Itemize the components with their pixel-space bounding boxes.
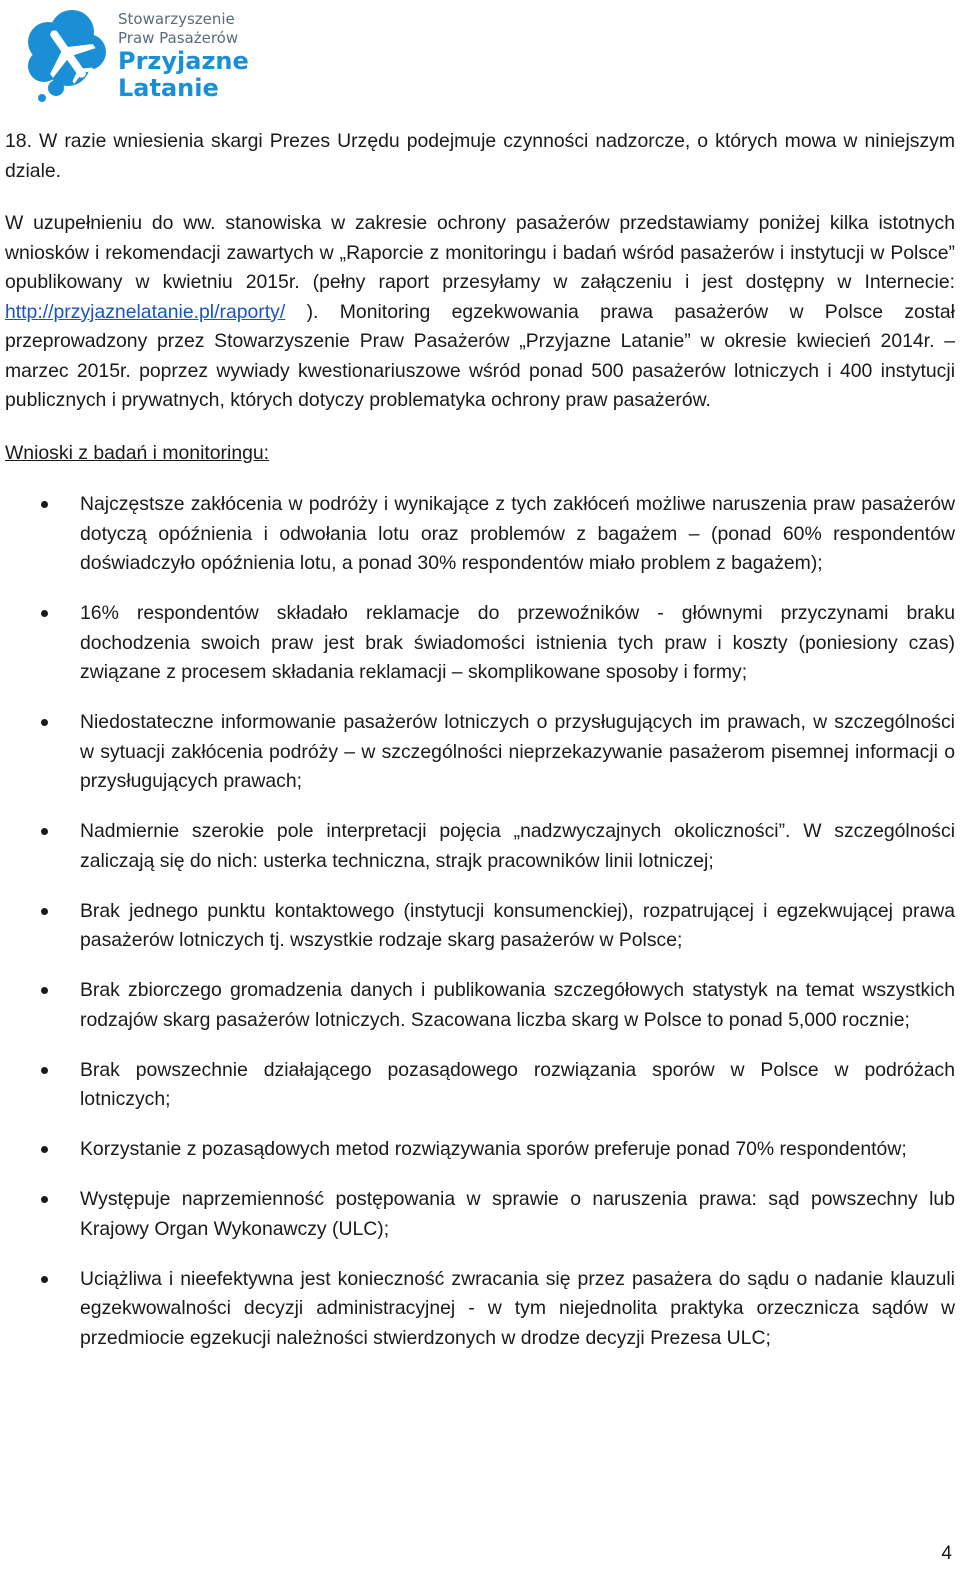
list-item	[5, 1265, 955, 1354]
report-link[interactable]: http://przyjaznelatanie.pl/raporty/	[5, 300, 286, 323]
findings-list	[5, 490, 955, 1353]
organization-logo	[22, 6, 252, 110]
intro-text-before-link: W uzupełnieniu do ww. stanowiska w zakresie ochrony pasażerów przedstawiamy poniżej kilka istotnych wniosków i rekomendacji zawartych w „Raporcie z monitoringu i badań wśród pasażerów i instytucji w Polsce” opublikowany w kwietniu 2015r. (pełny raport przesyłamy w załączeniu i jest dostępny w Internecie:	[5, 212, 955, 293]
list-item	[5, 599, 955, 688]
bullet-icon	[41, 908, 48, 915]
list-item	[5, 1135, 955, 1165]
logo-line-2: Praw Pasażerów	[118, 29, 239, 47]
paragraph-18: 18. W razie wniesienia skargi Prezes Urzędu podejmuje czynności nadzorcze, o których mowa w niniejszym dziale.	[5, 130, 955, 182]
list-item-text: Nadmiernie szerokie pole interpretacji pojęcia „nadzwyczajnych okoliczności”. W szczególności zaliczają się do nich: usterka techniczna, strajk pracowników linii lotniczej;	[80, 820, 955, 872]
list-item-text: Najczęstsze zakłócenia w podróży i wynikające z tych zakłóceń możliwe naruszenia praw pasażerów dotyczą opóźnienia i odwołania lotu oraz problemów z bagażem – (ponad 60% respondentów doświadczyło opóźnienia lotu, a ponad 30% respondentów miało problem z bagażem);	[80, 493, 955, 574]
logo-text	[118, 10, 249, 102]
logo-line-4: Latanie	[118, 74, 219, 102]
list-item	[5, 708, 955, 797]
list-item-text: Brak powszechnie działającego pozasądowego rozwiązania sporów w Polsce w podróżach lotniczych;	[80, 1058, 955, 1110]
list-item	[5, 897, 955, 956]
intro-paragraph	[5, 209, 955, 416]
list-item	[5, 490, 955, 579]
findings-heading: Wnioski z badań i monitoringu:	[5, 441, 270, 464]
bullet-icon	[41, 1146, 48, 1153]
airplane-cloud-logo-icon	[22, 8, 112, 104]
list-item-text: Niedostateczne informowanie pasażerów lotniczych o przysługujących im prawach, w szczególności w sytuacji zakłócenia podróży – w szczególności nieprzekazywanie pasażerom pisemnej informacji o przysługujących prawach;	[80, 711, 955, 792]
bullet-icon	[41, 610, 48, 617]
list-item-text: Uciążliwa i nieefektywna jest konieczność zwracania się przez pasażera do sądu o nadanie klauzuli egzekwowalności decyzji administracyjnej - w tym niejednolita praktyka orzecznicza sądów w przedmiocie egzekucji należności stwierdzonych w drodze decyzji Prezesa ULC;	[80, 1267, 955, 1349]
list-item	[5, 976, 955, 1035]
list-item-text: Brak jednego punktu kontaktowego (instytucji konsumenckiej), rozpatrującej i egzekwującej prawa pasażerów lotniczych tj. wszystkie rodzaje skarg pasażerów w Polsce;	[80, 899, 955, 951]
bullet-icon	[41, 1196, 48, 1203]
bullet-icon	[41, 987, 48, 994]
logo-line-3: Przyjazne	[118, 47, 249, 75]
bullet-icon	[41, 501, 48, 508]
bullet-icon	[41, 719, 48, 726]
list-item-text: Korzystanie z pozasądowych metod rozwiązywania sporów preferuje ponad 70% respondentów;	[80, 1138, 907, 1160]
bullet-icon	[41, 1067, 48, 1074]
list-item	[5, 1185, 955, 1244]
list-item-text: 16% respondentów składało reklamacje do przewoźników - głównymi przyczynami braku dochodzenia swoich praw jest brak świadomości istnienia tych praw i koszty (poniesiony czas) związane z procesem składania reklamacji – skomplikowane sposoby i formy;	[80, 602, 955, 683]
list-item-text: Występuje naprzemienność postępowania w sprawie o naruszenia prawa: sąd powszechny lub Krajowy Organ Wykonawczy (ULC);	[80, 1188, 955, 1240]
bullet-icon	[41, 828, 48, 835]
bullet-icon	[41, 1276, 48, 1283]
logo-line-1: Stowarzyszenie	[118, 10, 235, 28]
page-number: 4	[941, 1543, 952, 1564]
document-body	[5, 127, 955, 1374]
list-item	[5, 1056, 955, 1115]
list-item-text: Brak zbiorczego gromadzenia danych i publikowania szczegółowych statystyk na temat wszystkich rodzajów skarg pasażerów lotniczych. Szacowana liczba skarg w Polsce to ponad 5,000 rocznie;	[80, 979, 955, 1031]
list-item	[5, 817, 955, 876]
intro-text-after-link: ). Monitoring egzekwowania prawa pasażerów w Polsce został przeprowadzony przez Stowarzyszenie Praw Pasażerów „Przyjazne Latanie” w okresie kwiecień 2014r. – marzec 2015r. poprzez wywiady kwestionariuszowe wśród ponad 500 pasażerów lotniczych i 400 instytucji publicznych i prywatnych, których dotyczy problematyka ochrony praw pasażerów.	[5, 300, 955, 411]
